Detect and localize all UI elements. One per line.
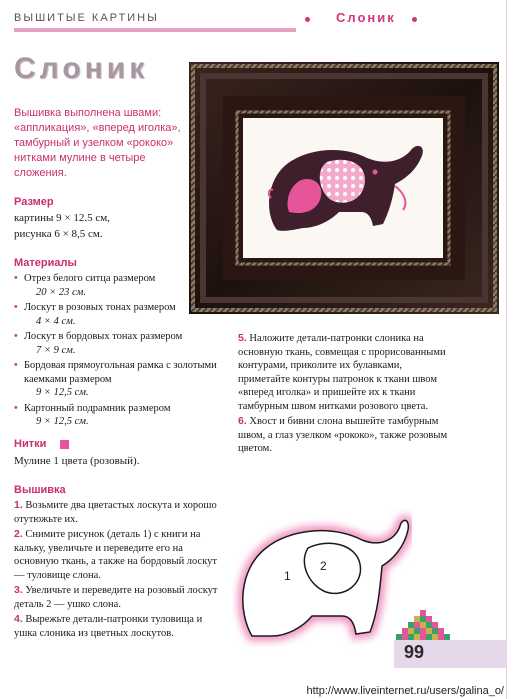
page-number: 99 <box>404 642 425 662</box>
section-label: ВЫШИТЫЕ КАРТИНЫ <box>14 12 159 24</box>
list-item <box>238 332 452 413</box>
header-dot-right <box>412 17 417 22</box>
thread-color-swatch <box>60 440 69 449</box>
page-edge <box>506 0 518 699</box>
step-number: 3. <box>14 584 23 596</box>
step-number: 2. <box>14 528 23 540</box>
threads-text: Мулине 1 цвета (розовый). <box>14 455 140 467</box>
framed-embroidery-photo <box>189 62 499 314</box>
threads-heading: Нитки <box>14 438 47 450</box>
elephant-pattern <box>232 508 412 658</box>
material-size: 9 × 12,5 см. <box>36 416 89 427</box>
header-bar <box>14 28 296 32</box>
list-item <box>14 528 226 582</box>
size-line-drawing: рисунка 6 × 8,5 см. <box>14 228 103 240</box>
steps-left <box>14 499 226 642</box>
pattern-label-ear: 2 <box>320 559 327 573</box>
material-text: Отрез белого ситца размером <box>24 273 156 284</box>
material-text: Лоскут в бордовых тонах размером <box>24 331 183 342</box>
list-item <box>14 499 226 526</box>
step-text: Увеличьте и переведите на розовый лоскут деталь 2 — ушко слона. <box>14 585 218 610</box>
step-text: Хвост и бивни слона вышейте тамбурным швом, а глаз узелком «рококо», также розовым цветом. <box>238 416 448 454</box>
embroidery-heading: Вышивка <box>14 484 66 496</box>
material-text: Бордовая прямоугольная рамка с золотыми каемками размером <box>24 360 217 385</box>
list-item <box>238 415 452 456</box>
step-text: Возьмите два цветастых лоскута и хорошо отутюжьте их. <box>14 500 217 525</box>
pattern-label-body: 1 <box>284 569 291 583</box>
list-item <box>14 330 224 357</box>
size-heading: Размер <box>14 196 54 208</box>
step-text: Наложите детали-патронки слоника на основную ткань, совмещая с прорисованными контурами, приколите их булавками, приметайте контуры патронок к ткани швом «вперед иголка» и пришейте их к ткани тамбурным швом нитками розового цвета. <box>238 333 446 412</box>
materials-heading: Материалы <box>14 257 77 269</box>
material-size: 7 × 9 см. <box>36 344 76 356</box>
step-number: 6. <box>238 415 247 427</box>
list-item <box>14 584 226 611</box>
material-text: Картонный подрамник размером <box>24 402 171 414</box>
steps-right <box>238 332 452 458</box>
material-size: 20 × 23 см. <box>36 286 86 298</box>
material-text: Лоскут в розовых тонах размером <box>24 302 176 313</box>
step-number: 1. <box>14 499 23 511</box>
step-text: Снимите рисунок (деталь 1) с книги на кальку, увеличьте и переведите его на основную ткань, а также на бордовый лоскут — туловище слона. <box>14 529 218 581</box>
frame-illustration <box>189 62 499 314</box>
chapter-title <box>305 10 505 28</box>
step-number: 5. <box>238 332 247 344</box>
footer-url: http://www.liveinternet.ru/users/galina_o/ <box>306 685 504 697</box>
list-item <box>14 613 226 640</box>
list-item <box>14 359 224 400</box>
material-size: 4 × 4 см. <box>36 315 76 327</box>
pattern-outline <box>232 508 412 658</box>
intro-text: Вышивка выполнена швами: «аппликация», «вперед иголка», тамбурный и узелком «рококо» нитками мулине в четыре сложения. <box>14 107 181 179</box>
list-item <box>14 402 224 429</box>
cross-stitch-decoration <box>394 608 458 642</box>
step-number: 4. <box>14 613 23 625</box>
page-title: Слоник <box>14 52 149 85</box>
material-size: 9 × 12,5 см. <box>36 387 89 398</box>
step-text: Вырежьте детали-патронки туловища и ушка слоника из цветных лоскутов. <box>14 614 203 639</box>
size-line-picture: картины 9 × 12.5 см, <box>14 212 110 224</box>
chapter-title-text: Слоник <box>336 10 396 25</box>
